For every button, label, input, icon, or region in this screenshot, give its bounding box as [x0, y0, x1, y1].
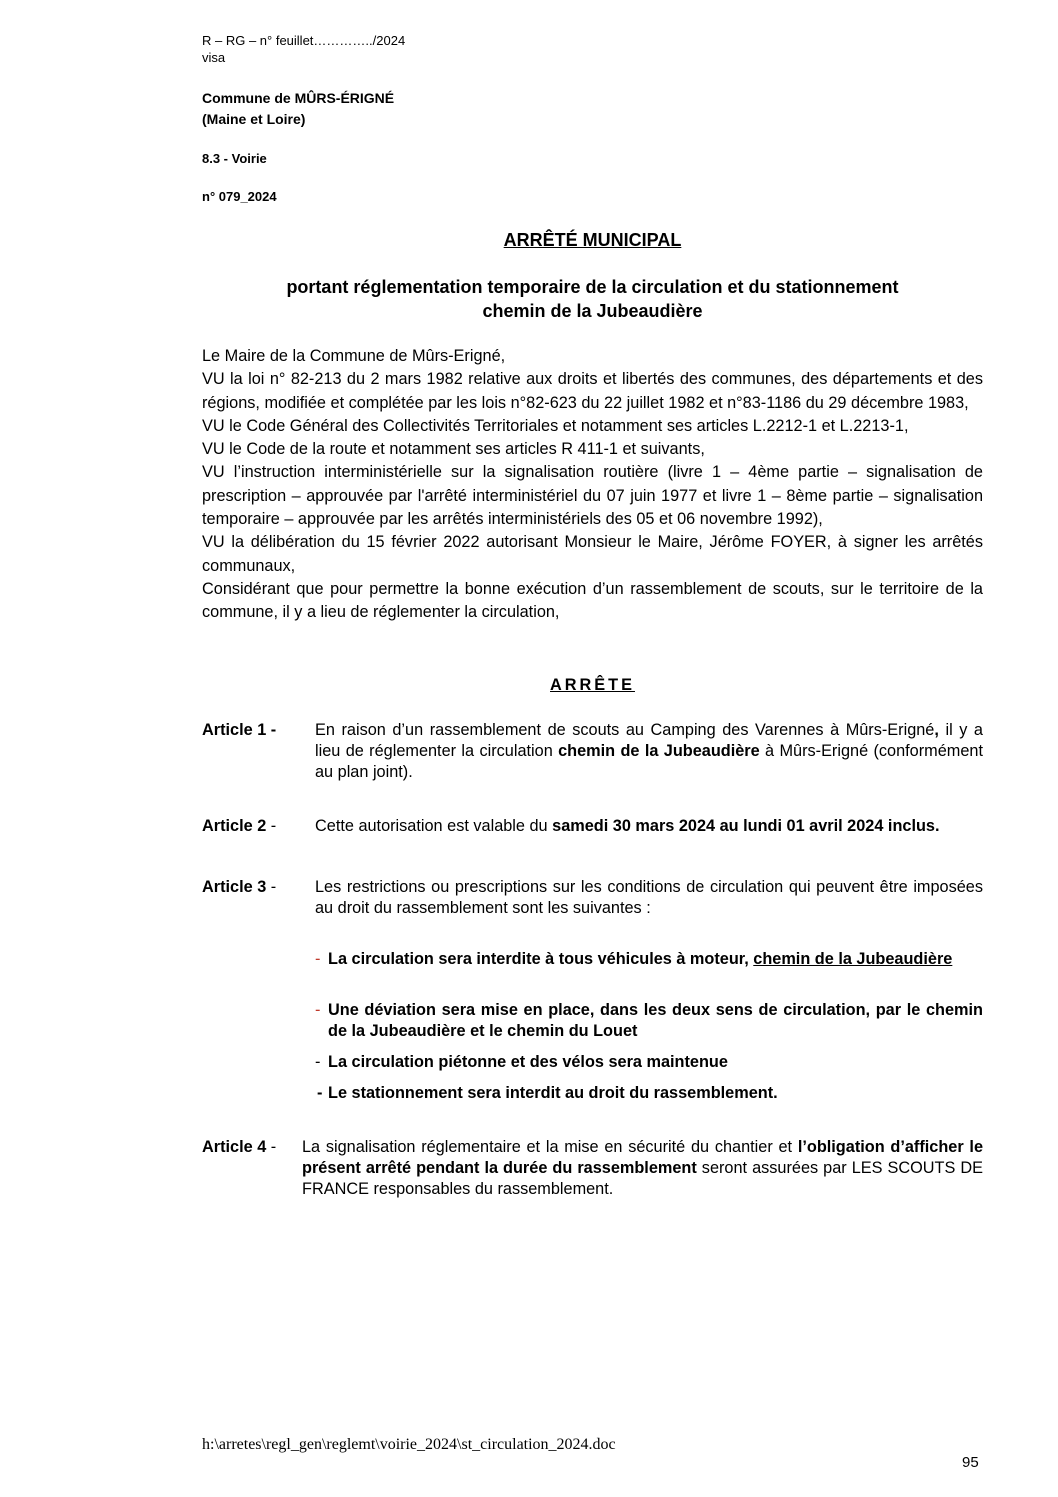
bullet-dash: -: [315, 1001, 321, 1019]
article-4-bold: l’obligation d’afficher le présent arrêté pendant la durée du rassemblement: [302, 1138, 983, 1177]
category-label: 8.3 - Voirie: [202, 151, 267, 166]
article-1-text-part: à Mûrs-Erigné (conformément au plan joint).: [315, 742, 983, 781]
page-number: 95: [962, 1454, 979, 1471]
article-4-label: [202, 1137, 276, 1158]
article-2-text-part: Cette autorisation est valable du: [315, 817, 553, 835]
article-2-text: [315, 816, 983, 837]
article-3-label: [202, 877, 276, 898]
article-1-bold: chemin de la Jubeaudière: [558, 742, 760, 760]
article-3-text: Les restrictions ou prescriptions sur les conditions de circulation qui peuvent être imposées au droit du rassemblement sont les suivantes :: [315, 878, 983, 917]
article-4-label-suffix: -: [266, 1138, 277, 1156]
bullet-4: Le stationnement sera interdit au droit du rassemblement.: [328, 1084, 778, 1102]
article-1-text: [315, 720, 983, 783]
article-2-label: [202, 816, 276, 837]
preamble-line: VU la délibération du 15 février 2022 autorisant Monsieur le Maire, Jérôme FOYER, à signer les arrêtés communaux,: [202, 533, 983, 575]
bullet-1-underlined: chemin de la Jubeaudière: [753, 950, 953, 968]
document-title: ARRÊTÉ MUNICIPAL: [503, 230, 682, 250]
subtitle-line-2: chemin de la Jubeaudière: [482, 301, 703, 321]
bullet-dash: -: [317, 1084, 323, 1102]
article-4-text-part: La signalisation réglementaire et la mise en sécurité du chantier et: [302, 1138, 798, 1156]
file-path: h:\arretes\regl_gen\reglemt\voirie_2024\st_circulation_2024.doc: [202, 1436, 616, 1453]
article-1-text-part: En raison d’un rassemblement de scouts au Camping des Varennes à Mûrs-Erigné: [315, 721, 935, 739]
bullet-2: Une déviation sera mise en place, dans les deux sens de circulation, par le chemin de la Jubeaudière et le chemin du Louet: [328, 1001, 983, 1040]
decree-number: n° 079_2024: [202, 189, 277, 204]
department-name: (Maine et Loire): [202, 111, 306, 127]
bullet-dash: -: [315, 950, 321, 968]
bullet-1: [328, 949, 983, 970]
commune-name: Commune de MÛRS-ÉRIGNÉ: [202, 90, 395, 106]
article-4-label-bold: Article 4: [202, 1138, 267, 1156]
article-4-text: [302, 1137, 983, 1200]
bullet-dash: -: [315, 1053, 321, 1071]
preamble-line: VU la loi n° 82-213 du 2 mars 1982 relative aux droits et libertés des communes, des départements et des régions, modifiée et complétée par les lois n°82-623 du 22 juillet 1982 et n°83-1186 du 29 décembre 1983,: [202, 370, 983, 412]
article-2-label-suffix: -: [266, 817, 277, 835]
reference-line: R – RG – n° feuillet…………../2024: [202, 33, 406, 48]
document-subtitle: [202, 275, 983, 323]
article-2-bold: samedi 30 mars 2024 au lundi 01 avril 2024 inclus.: [552, 817, 940, 835]
article-3-label-suffix: -: [266, 878, 277, 896]
visa-label: visa: [202, 50, 226, 65]
bullet-1-text: La circulation sera interdite à tous véhicules à moteur,: [328, 950, 754, 968]
preamble-line: Le Maire de la Commune de Mûrs-Erigné,: [202, 347, 506, 365]
preamble-line: Considérant que pour permettre la bonne exécution d’un rassemblement de scouts, sur le territoire de la commune, il y a lieu de réglementer la circulation,: [202, 579, 983, 622]
article-1-label: Article 1 -: [202, 721, 277, 739]
preamble-line: VU le Code Général des Collectivités Territoriales et notamment ses articles L.2212-1 et L.2213-1,: [202, 416, 909, 435]
article-4-text-part: seront assurées par LES SCOUTS DE FRANCE responsables du rassemblement.: [302, 1159, 983, 1198]
arrete-heading: ARRÊTE: [550, 676, 635, 694]
preamble-line: VU le Code de la route et notamment ses articles R 411-1 et suivants,: [202, 440, 705, 459]
preamble-line: VU l’instruction interministérielle sur la signalisation routière (livre 1 – 4ème partie – signalisation de prescription – approuvée par l'arrêté interministériel du 07 juin 1977 et livre 1 – 8ème partie – signalisation temporaire – approuvée par les arrêtés interministériels des 05 et 06 novembre 1992),: [202, 463, 983, 529]
bullet-3: La circulation piétonne et des vélos sera maintenue: [328, 1053, 728, 1071]
article-2-label-bold: Article 2: [202, 817, 267, 835]
article-1-comma: ,: [934, 721, 939, 739]
article-1-text-part: il y a lieu de réglementer la circulation: [315, 721, 983, 760]
article-3-label-bold: Article 3: [202, 878, 267, 896]
preamble: [202, 345, 983, 625]
subtitle-line-1: portant réglementation temporaire de la circulation et du stationnement: [286, 277, 899, 297]
